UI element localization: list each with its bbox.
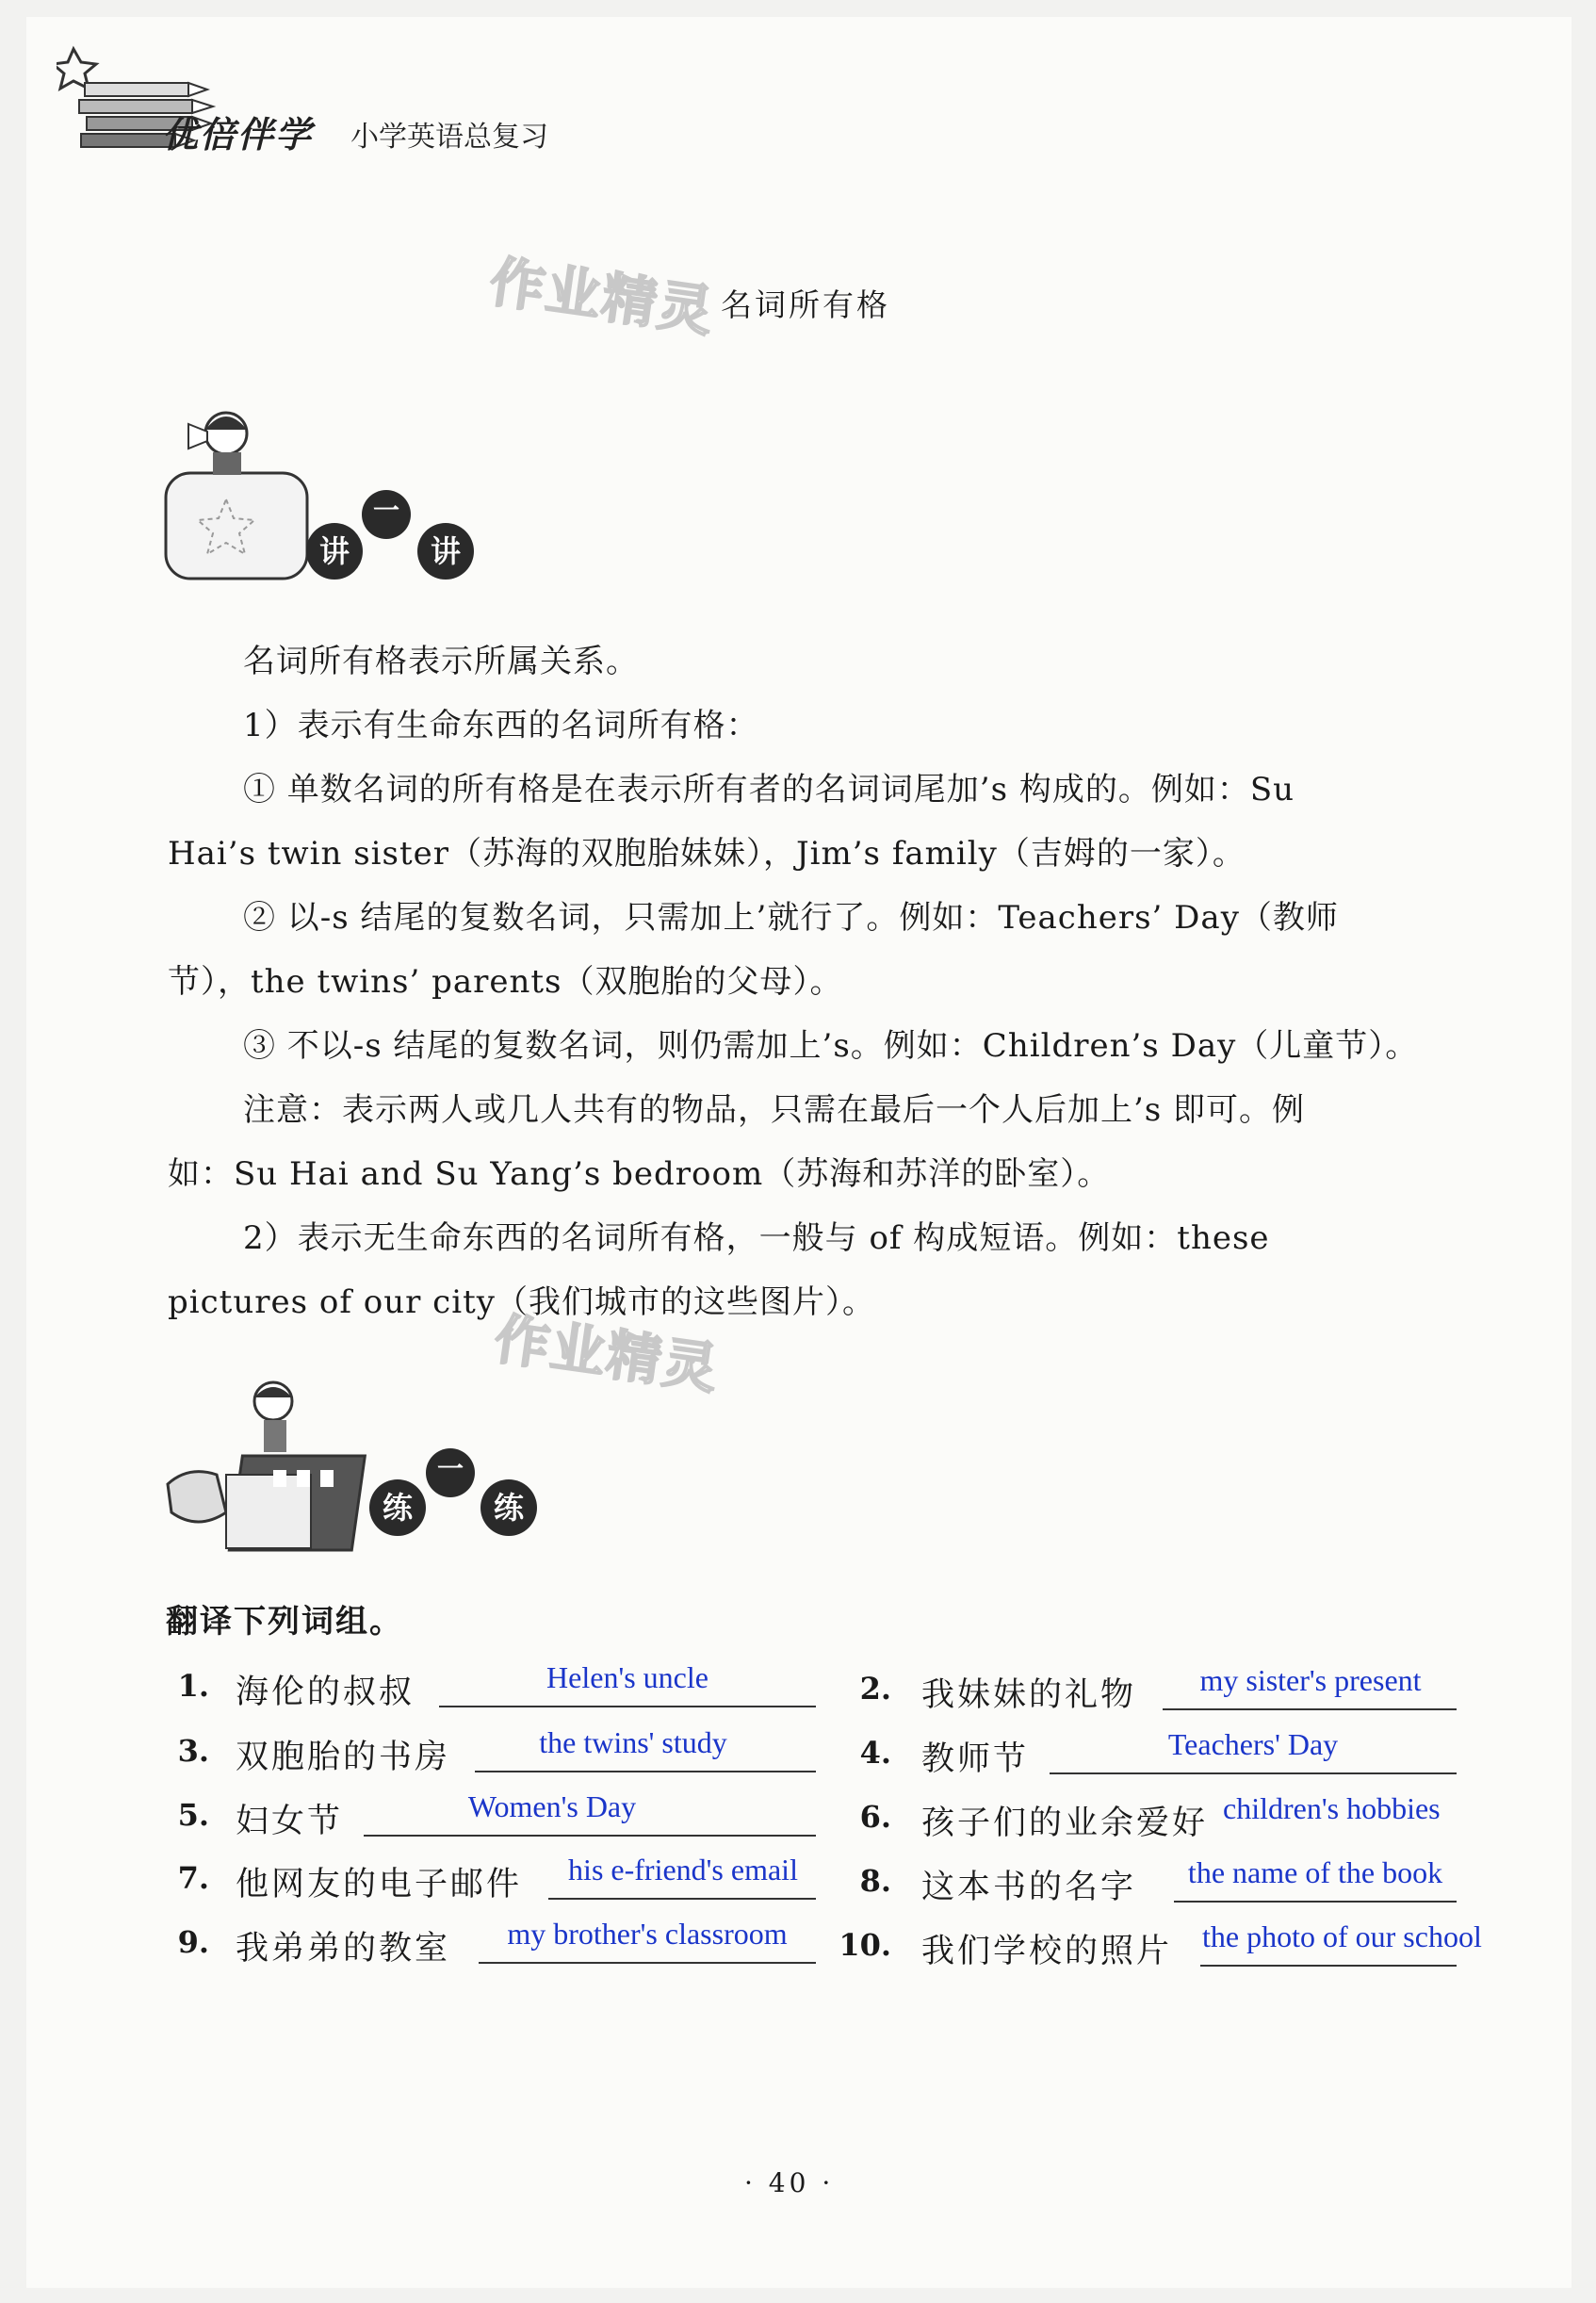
item-number: 9.: [177, 1924, 209, 1960]
item-number: 4.: [859, 1735, 891, 1771]
exercise-item: [835, 1919, 1551, 1976]
answer-text: the name of the book: [1187, 1855, 1443, 1889]
answer-line: [548, 1898, 816, 1900]
item-prompt: 孩子们的业余爱好: [921, 1805, 1209, 1842]
page-number: · 40 ·: [744, 2167, 835, 2198]
paragraph-line: 2）表示无生命东西的名词所有格，一般与 of 构成短语。例如：these: [243, 1219, 1270, 1257]
item-number: 1.: [177, 1668, 209, 1704]
exercise-item: [153, 1853, 831, 1909]
item-prompt: 他网友的电子邮件: [236, 1866, 523, 1903]
exercise-item: [153, 1917, 831, 1973]
item-number: 10.: [839, 1927, 891, 1963]
answer-text: Helen's uncle: [546, 1660, 708, 1694]
answer-text: the twins' study: [539, 1725, 727, 1759]
answer-text: his e-friend's email: [568, 1853, 798, 1886]
item-number: 6.: [859, 1799, 891, 1835]
paragraph-line: 注意：表示两人或几人共有的物品，只需在最后一个人后加上’s 即可。例: [243, 1091, 1306, 1129]
item-prompt: 这本书的名字: [921, 1869, 1137, 1906]
answer-text: children's hobbies: [1223, 1791, 1441, 1825]
answer-text: my sister's present: [1199, 1663, 1422, 1697]
paragraph-line: ② 以-s 结尾的复数名词，只需加上’就行了。例如：Teachers’ Day（教师: [243, 899, 1339, 937]
answer-line: [479, 1962, 816, 1964]
exercise-item: [835, 1855, 1513, 1912]
item-prompt: 双胞胎的书房: [236, 1739, 451, 1776]
watermark: 作业精灵: [490, 1306, 724, 1402]
answer-line: [364, 1835, 816, 1837]
badge-jiang-right: 讲: [417, 523, 474, 580]
answer-text: Teachers' Day: [1167, 1727, 1339, 1761]
paragraph-line: Hai’s twin sister（苏海的双胞胎妹妹），Jim’s family（吉姆的一家）。: [168, 835, 1246, 873]
paragraph-line: pictures of our city（我们城市的这些图片）。: [168, 1283, 875, 1321]
badge-lian-mid: 一: [426, 1448, 475, 1497]
answer-line: [439, 1706, 816, 1707]
paragraph-line: 名词所有格表示所属关系。: [243, 643, 639, 680]
exercise-title: 翻译下列词组。: [166, 1603, 403, 1641]
section-title: 名词所有格: [721, 286, 890, 323]
paragraph-line: 如：Su Hai and Su Yang’s bedroom（苏海和苏洋的卧室）。: [168, 1155, 1111, 1193]
answer-text: Women's Day: [467, 1789, 637, 1823]
item-prompt: 我妹妹的礼物: [921, 1676, 1137, 1714]
item-prompt: 我弟弟的教室: [236, 1930, 451, 1968]
paragraph-line: ① 单数名词的所有格是在表示所有者的名词词尾加’s 构成的。例如：Su: [243, 771, 1295, 808]
answer-line: [1163, 1708, 1457, 1710]
item-prompt: 我们学校的照片: [921, 1933, 1173, 1970]
exercise-item: [835, 1727, 1513, 1784]
brand-title: 优倍伴学: [162, 114, 314, 155]
exercise-item: [153, 1660, 831, 1717]
paragraph-line: 节），the twins’ parents（双胞胎的父母）。: [168, 963, 843, 1001]
answer-line: [1174, 1901, 1457, 1903]
badge-jiang-mid: 一: [362, 490, 411, 539]
item-number: 5.: [177, 1797, 209, 1833]
badge-lian-left: 练: [369, 1479, 426, 1536]
badge-jiang-left: 讲: [306, 523, 363, 580]
exercise-item: [835, 1791, 1532, 1848]
item-number: 8.: [859, 1863, 891, 1899]
exercise-item: [835, 1663, 1513, 1720]
answer-line: [475, 1771, 816, 1772]
exercise-item: [153, 1725, 831, 1782]
answer-text: the photo of our school: [1202, 1919, 1482, 1953]
watermark: 作业精灵: [485, 249, 719, 345]
badge-lian-right: 练: [480, 1479, 537, 1536]
item-prompt: 海伦的叔叔: [236, 1674, 415, 1711]
item-number: 7.: [177, 1860, 209, 1896]
exercise-item: [153, 1789, 831, 1846]
paragraph-line: ③ 不以-s 结尾的复数名词，则仍需加上’s。例如：Children’s Day（儿童节）。: [243, 1027, 1419, 1065]
answer-text: my brother's classroom: [507, 1917, 788, 1951]
item-number: 2.: [859, 1671, 891, 1707]
item-prompt: 妇女节: [236, 1803, 344, 1840]
answer-line: [1200, 1965, 1457, 1967]
answer-line: [1050, 1772, 1457, 1774]
book-subtitle: 小学英语总复习: [350, 121, 548, 154]
item-number: 3.: [177, 1733, 209, 1769]
paragraph-line: 1）表示有生命东西的名词所有格：: [243, 707, 759, 744]
item-prompt: 教师节: [921, 1740, 1030, 1778]
